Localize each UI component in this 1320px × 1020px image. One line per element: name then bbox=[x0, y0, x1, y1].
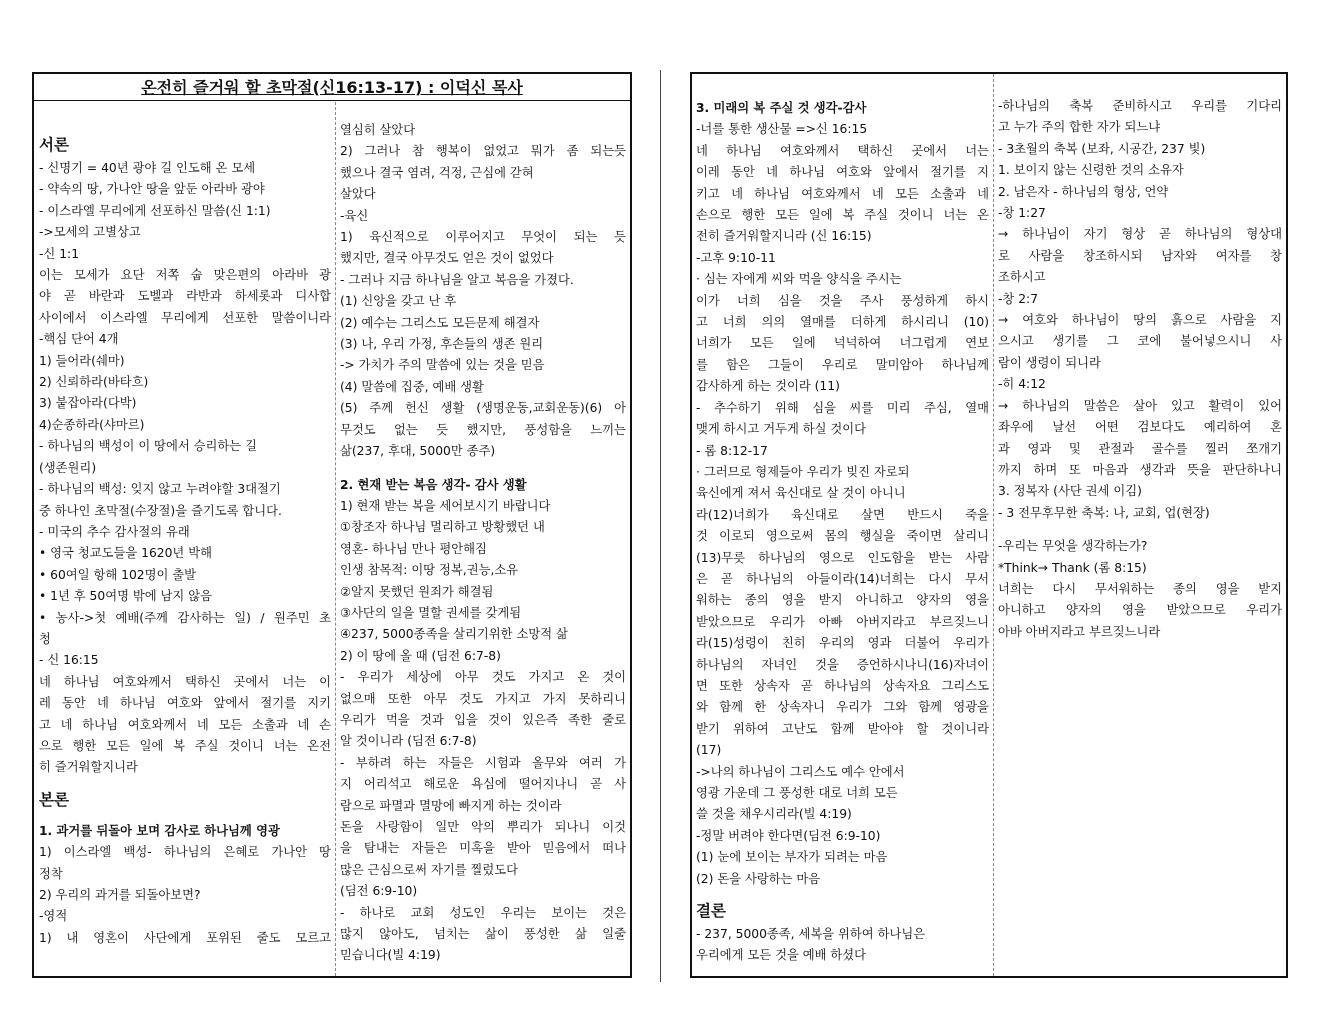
text-line: 람으로 파멸과 멸망에 빠지게 하는 것이라 bbox=[340, 798, 562, 813]
text-line: (4) 말씀에 집중, 예배 생활 bbox=[340, 379, 484, 394]
text-line: 으시고 생기를 그 코에 불어넣으시니 사 bbox=[998, 334, 1282, 349]
left-column-2 bbox=[336, 102, 630, 976]
text-line: -> 가치가 주의 말씀에 있는 것을 믿음 bbox=[340, 358, 545, 373]
text-line: (1) 신앙을 갖고 난 후 bbox=[340, 294, 457, 309]
text-line: ->모세의 고별상고 bbox=[39, 225, 141, 240]
right-column-2 bbox=[994, 74, 1286, 976]
text-line: 너희는 다시 무서워하는 종의 영을 받지 bbox=[998, 581, 1282, 596]
text-line: 전히 즐거워할지니라 (신 16:15) bbox=[696, 229, 872, 244]
text-line: 과 영과 및 관절과 골수를 찔러 쪼개기 bbox=[998, 441, 1282, 456]
text-line: 알 것이니라 (딤전 6:7-8) bbox=[340, 734, 477, 749]
spacer bbox=[340, 463, 626, 475]
text-line: 사이에서 이스라엘 무리에게 선포한 말씀이니라 bbox=[39, 310, 331, 325]
text-line: 영광 가운데 그 풍성한 대로 너희 모든 bbox=[696, 786, 898, 800]
text-line: (5) 주께 헌신 생활 (생명운동,교회운동)(6) 아 bbox=[340, 401, 626, 416]
right-column-1 bbox=[692, 74, 994, 976]
text-line: 1) 육신적으로 이루어지고 무엇이 되는 듯 bbox=[340, 230, 626, 245]
text-line: - 신 16:15 bbox=[39, 653, 99, 668]
text-line: 중 하나인 초막절(수장절)을 즐기도록 합니다. bbox=[39, 503, 282, 518]
text-line: *Think→ Thank (롬 8:15) bbox=[998, 560, 1147, 575]
text-line: 지 어리석고 해로운 욕심에 떨어지나니 곧 사 bbox=[340, 777, 626, 792]
text-line: 쓸 것을 채우시리라(빌 4:19) bbox=[696, 807, 852, 822]
text-line: -핵심 단어 4개 bbox=[39, 332, 119, 347]
spacer bbox=[39, 813, 331, 821]
text-line: 조하시고 bbox=[998, 270, 1046, 285]
text-line: 우리에게 모든 것을 예배 하셨다 bbox=[696, 948, 867, 963]
text-line: -정말 버려야 한다면(딤전 6:9-10) bbox=[696, 828, 881, 843]
text-line: (17) bbox=[696, 743, 722, 758]
text-line: 무것도 없는 듯 했지만, 풍성함을 느끼는 bbox=[340, 422, 626, 437]
text-line: 많은 근심으로써 자기를 찔렀도다 bbox=[340, 862, 519, 877]
text-line: 1. 보이지 않는 신령한 것의 소유자 bbox=[998, 163, 1184, 178]
text-line: 믿습니다(빌 4:19) bbox=[340, 948, 441, 963]
text-line: 2) 그러나 참 행복이 없었고 뭐가 좀 되는듯 bbox=[340, 144, 626, 159]
text-line: 1) 들어라(쉐마) bbox=[39, 353, 125, 368]
text-line: 으로 행한 모든 일에 복 주실 것이니 너는 온전 bbox=[39, 738, 331, 753]
text-line: (2) 돈을 사랑하는 마음 bbox=[696, 871, 821, 886]
text-line: (2) 예수는 그리스도 모든문제 해결자 bbox=[340, 315, 540, 330]
text-line: 면 또한 상속자 곧 하나님의 상속자요 그리스도 bbox=[696, 678, 989, 693]
text-line: 은 곧 하나님의 아들이라(14)너희는 다시 무서 bbox=[696, 571, 989, 586]
text-line: 영혼- 하나님 만나 평안해짐 bbox=[340, 541, 487, 556]
sermon-title: 온전히 즐거워 할 초막절(신16:13-17) : 이덕신 목사 bbox=[141, 78, 523, 97]
text-line: → 하나님이 자기 형상 곧 하나님의 형상대 bbox=[998, 227, 1282, 242]
text-line: - 추수하기 위해 심을 씨를 미리 주심, 열매 bbox=[696, 400, 989, 415]
text-line: → 하나님의 말씀은 살아 있고 활력이 있어 bbox=[998, 398, 1282, 413]
text-line: 맺게 하시고 거두게 하실 것이다 bbox=[696, 422, 867, 437]
text-line: 로 사람을 창조하시되 남자와 여자를 창 bbox=[998, 248, 1282, 263]
text-line: (3) 나, 우리 가정, 후손들의 생존 원리 bbox=[340, 337, 544, 352]
subsection-heading: 2. 현재 받는 복음 생각- 감사 생활 bbox=[340, 477, 527, 492]
text-line: 1) 이스라엘 백성- 하나님의 은혜로 가나안 땅 bbox=[39, 845, 331, 860]
text-line: 히 즐거워할지니라 bbox=[39, 760, 138, 775]
text-line: 감사하게 하는 것이라 (11) bbox=[696, 379, 840, 394]
text-line: 키고 네 하나님 여호와께서 네 모든 소출과 네 bbox=[696, 186, 989, 201]
text-line: ①창조자 하나님 멀리하고 방황했던 내 bbox=[340, 520, 545, 535]
text-line: - 3초월의 축복 (보좌, 시공간, 237 빛) bbox=[998, 141, 1206, 156]
text-line: 2) 우리의 과거를 되돌아보면? bbox=[39, 888, 201, 902]
text-line: 레 동안 네 하나님 여호와 앞에서 절기를 지키 bbox=[39, 696, 331, 711]
text-line: 살았다 bbox=[340, 187, 376, 202]
text-line: 라(15)성령이 친히 우리의 영과 더불어 우리가 bbox=[696, 636, 989, 651]
text-line: 받기 위하여 고난도 함께 받아야 할 것이니라 bbox=[696, 721, 989, 736]
text-line: · 그러므로 형제들아 우리가 빚진 자로되 bbox=[696, 464, 910, 479]
text-line: 와 함께 한 상속자니 우리가 그와 함께 영광을 bbox=[696, 700, 989, 715]
text-line: 손으로 행한 모든 일에 복 주실 것이니 너는 온 bbox=[696, 208, 989, 223]
section-heading: 본론 bbox=[39, 790, 69, 809]
text-line: -창 2:7 bbox=[998, 291, 1039, 306]
section-heading: 서론 bbox=[39, 136, 69, 154]
text-line: -우리는 무엇을 생각하는가? bbox=[998, 539, 1148, 554]
text-line: -창 1:27 bbox=[998, 206, 1046, 221]
text-line: - 하나님의 백성이 이 땅에서 승리하는 길 bbox=[39, 439, 257, 454]
text-line: 2) 이 땅에 올 때 (딤전 6:7-8) bbox=[340, 648, 501, 663]
text-line: 을 탐내는 자들은 미혹을 받아 믿음에서 떠나 bbox=[340, 841, 626, 856]
text-line: 이는 모세가 요단 저쪽 숩 맞은편의 아라바 광 bbox=[39, 268, 331, 283]
text-line: 했지만, 결국 아무것도 얻은 것이 없었다 bbox=[340, 251, 554, 266]
text-line: - 신명기 = 40년 광야 길 인도해 온 모세 bbox=[39, 161, 256, 175]
subsection-heading: 3. 미래의 복 주실 것 생각-감사 bbox=[696, 101, 867, 115]
text-line: - 237, 5000종족, 세복을 위하여 하나님은 bbox=[696, 927, 926, 942]
text-line: 워하는 종의 영을 받지 아니하고 양자의 영을 bbox=[696, 593, 989, 608]
text-line: 라(12)너희가 육신대로 살면 반드시 죽을 bbox=[696, 507, 989, 522]
text-line: • 농사->첫 예배(주께 감사하는 일) / 원주민 초 bbox=[39, 610, 331, 625]
text-line: 삶(237, 후대, 5000만 종주) bbox=[340, 444, 496, 459]
spacer bbox=[696, 890, 989, 898]
text-line: 인생 참목적: 이땅 정복,권능,소유 bbox=[340, 563, 519, 578]
sermon-title-bar bbox=[34, 74, 630, 101]
text-line: 3) 붙잡아라(다박) bbox=[39, 396, 137, 411]
text-line: 3. 정복자 (사단 권세 이김) bbox=[998, 484, 1142, 499]
text-line: ④237, 5000종족을 살리기위한 소망적 삶 bbox=[340, 627, 568, 642]
text-line: 1) 내 영혼이 사단에게 포위된 줄도 모르고 bbox=[39, 930, 331, 945]
text-line: 받았으므로 우리가 아빠 아버지라고 부르짖느니 bbox=[696, 614, 989, 629]
text-line: • 영국 청교도들을 1620년 박해 bbox=[39, 546, 212, 561]
text-line: 정착 bbox=[39, 866, 63, 881]
text-line: 람이 생령이 되니라 bbox=[998, 355, 1101, 370]
text-line: 야 곧 바란과 도벨과 라반과 하세롯과 디사합 bbox=[39, 289, 331, 304]
text-line: 육신에게 져서 육신대로 살 것이 아니니 bbox=[696, 486, 906, 501]
text-line: -영적 bbox=[39, 909, 68, 924]
text-line: 돈을 사랑함이 일만 악의 뿌리가 되나니 이것 bbox=[340, 820, 626, 834]
text-line: 했으나 결국 염려, 걱정, 근심에 갇혀 bbox=[340, 165, 534, 180]
spacer bbox=[39, 124, 331, 132]
text-line: 열심히 살았다 bbox=[340, 123, 416, 137]
text-line: 하나님의 자녀인 것을 증언하시나니(16)자녀이 bbox=[696, 657, 989, 672]
text-line: ②알지 못했던 원죄가 해결됨 bbox=[340, 584, 494, 599]
text-line: (13)무릇 하나님의 영으로 인도함을 받는 사람 bbox=[696, 550, 989, 565]
text-line: 이레 동안 네 하나님 여호와 앞에서 절기를 지 bbox=[696, 165, 989, 180]
text-line: 4)순종하라(샤마르) bbox=[39, 417, 145, 432]
text-line: (딤전 6:9-10) bbox=[340, 884, 418, 899]
text-line: - 3 전무후무한 축복: 나, 교회, 업(현장) bbox=[998, 505, 1210, 520]
text-line: -히 4:12 bbox=[998, 377, 1046, 392]
text-line: ->나의 하나님이 그리스도 예수 안에서 bbox=[696, 764, 905, 779]
text-line: 이가 너희 심을 것을 주사 풍성하게 하시 bbox=[696, 293, 989, 308]
text-line: - 하나님의 백성: 잊지 않고 누려야할 3대절기 bbox=[39, 482, 281, 497]
text-line: · 심는 자에게 씨와 먹을 양식을 주시는 bbox=[696, 272, 902, 287]
subsection-heading: 1. 과거를 뒤돌아 보며 감사로 하나님께 영광 bbox=[39, 823, 280, 838]
text-line: 1) 현재 받는 복을 세어보시기 바랍니다 bbox=[340, 498, 551, 513]
left-page bbox=[32, 72, 632, 978]
text-line: 고 너희 의의 열매를 더하게 하시리니 (10) bbox=[696, 315, 989, 330]
text-line: • 1년 후 50여명 밖에 남지 않음 bbox=[39, 589, 212, 604]
text-line: - 약속의 땅, 가나안 땅을 앞둔 아라바 광야 bbox=[39, 182, 265, 197]
text-line: 좌우에 날선 어떤 검보다도 예리하여 혼 bbox=[998, 420, 1282, 435]
right-page bbox=[690, 72, 1288, 978]
text-line: 네 하나님 여호와께서 택하신 곳에서 너는 bbox=[696, 143, 989, 158]
text-line: 고 네 하나님 여호와께서 네 모든 소출과 네 손 bbox=[39, 717, 331, 732]
text-line: 많지 않아도, 넘치는 삶이 풍성한 삶 일줄 bbox=[340, 927, 626, 942]
text-line: 우리가 먹을 것과 입을 것이 있은즉 족한 줄로 bbox=[340, 712, 626, 727]
text-line: → 여호와 하나님이 땅의 흙으로 사람을 지 bbox=[998, 313, 1282, 328]
left-column-1 bbox=[34, 102, 336, 976]
text-line: -육신 bbox=[340, 208, 369, 223]
text-line: - 부하려 하는 자들은 시험과 올무와 여러 가 bbox=[340, 755, 626, 770]
text-line: - 롬 8:12-17 bbox=[696, 443, 768, 458]
text-line: - 미국의 추수 감사절의 유래 bbox=[39, 524, 190, 539]
text-line: (1) 눈에 보이는 부자가 되려는 마음 bbox=[696, 850, 888, 865]
text-line: 네 하나님 여호와께서 택하신 곳에서 너는 이 bbox=[39, 674, 331, 689]
text-line: - 그러나 지금 하나님을 알고 복음을 가졌다. bbox=[340, 272, 574, 287]
text-line: - 이스라엘 무리에게 선포하신 말씀(신 1:1) bbox=[39, 203, 271, 218]
text-line: (생존원리) bbox=[39, 460, 97, 475]
spacer bbox=[39, 779, 331, 787]
section-heading: 결론 bbox=[696, 902, 726, 921]
page-divider bbox=[660, 70, 661, 982]
text-line: 청 bbox=[39, 631, 51, 646]
text-line: 고 누가 주의 합한 자가 되느냐 bbox=[998, 120, 1161, 135]
text-line: 2. 남은자 - 하나님의 형상, 언약 bbox=[998, 184, 1169, 199]
text-line: 2) 신뢰하라(바타흐) bbox=[39, 375, 149, 390]
spacer bbox=[998, 524, 1282, 536]
text-line: - 우리가 세상에 아무 것도 가지고 온 것이 bbox=[340, 670, 626, 685]
text-line: ③사단의 일을 멸할 권세를 갖게됨 bbox=[340, 605, 522, 620]
text-line: 아니하고 양자의 영을 받았으므로 우리가 bbox=[998, 603, 1282, 618]
text-line: 까지 하며 또 마음과 생각과 뜻을 판단하나니 bbox=[998, 462, 1282, 477]
text-line: -고후 9:10-11 bbox=[696, 250, 776, 265]
text-line: -신 1:1 bbox=[39, 246, 80, 261]
text-line: -너를 통한 생산물 =>신 16:15 bbox=[696, 122, 868, 137]
text-line: -하나님의 축복 준비하시고 우리를 기다리 bbox=[998, 99, 1282, 113]
text-line: • 60여일 항해 102명이 출발 bbox=[39, 567, 197, 582]
text-line: 없으매 또한 아무 것도 가지고 가지 못하리니 bbox=[340, 691, 626, 706]
text-line: 것 이로되 영으로써 몸의 행실을 죽이면 살리니 bbox=[696, 529, 989, 544]
text-line: 아바 아버지라고 부르짖느니라 bbox=[998, 624, 1161, 639]
text-line: 너희가 모든 일에 넉넉하여 너그럽게 연보 bbox=[696, 336, 989, 351]
text-line: 를 함은 그들이 우리로 말미암아 하나님께 bbox=[696, 357, 989, 372]
text-line: - 하나로 교회 성도인 우리는 보이는 것은 bbox=[340, 905, 626, 920]
